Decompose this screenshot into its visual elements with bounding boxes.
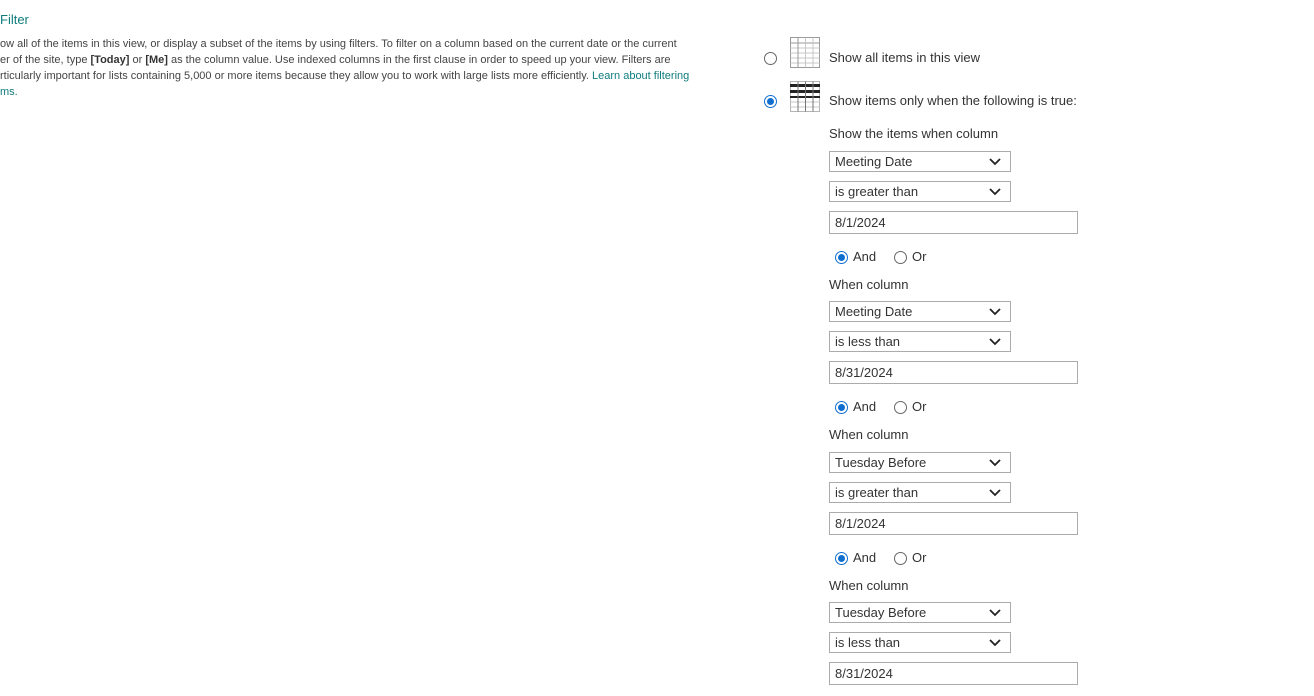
grid-icon (790, 37, 821, 69)
show-filtered-label: Show items only when the following is true: (829, 93, 1077, 108)
learn-filtering-link[interactable]: Learn about filtering (592, 70, 690, 82)
clause-1-and-label: And (853, 249, 877, 264)
show-filtered-radio[interactable] (764, 95, 777, 108)
show-all-label: Show all items in this view (829, 50, 980, 65)
clause-2-operator-select[interactable]: is less than (829, 331, 1011, 352)
clause-4-operator-select[interactable]: is less than (829, 632, 1011, 653)
chevron-down-icon (988, 458, 1002, 468)
clause-3-value-input[interactable]: 8/1/2024 (829, 512, 1078, 535)
clause-1-column-label: Show the items when column (829, 126, 999, 141)
clause-3-operator-select[interactable]: is greater than (829, 482, 1011, 503)
me-token: [Me] (145, 54, 168, 66)
chevron-down-icon (988, 608, 1002, 618)
clause-1-and-radio[interactable] (835, 251, 848, 264)
grid-filter-icon (790, 81, 821, 113)
show-all-radio[interactable] (764, 52, 777, 65)
chevron-down-icon (988, 488, 1002, 498)
clause-3-and-radio[interactable] (835, 552, 848, 565)
clause-4-column-select[interactable]: Tuesday Before (829, 602, 1011, 623)
description-line-1: ow all of the items in this view, or display a subset of the items by using filters. To filter on a column based on the current date or the current (0, 38, 677, 50)
description-line-3: rticularly important for lists containing 5,000 or more items because they allow you to work with large lists more efficiently. Learn about filtering (0, 70, 690, 82)
clause-2-or-radio[interactable] (894, 401, 907, 414)
clause-1-or-radio[interactable] (894, 251, 907, 264)
chevron-down-icon (988, 157, 1002, 167)
clause-2-and-radio[interactable] (835, 401, 848, 414)
clause-4-column-label: When column (829, 578, 909, 593)
chevron-down-icon (988, 187, 1002, 197)
description-line-4 (0, 84, 745, 100)
clause-2-column-label: When column (829, 277, 909, 292)
today-token: [Today] (90, 54, 130, 66)
clause-2-and-label: And (853, 399, 877, 414)
description-line-2: er of the site, type [Today] or [Me] as the column value. Use indexed columns in the first clause in order to speed up your view. Filters are (0, 54, 671, 66)
clause-2-value-input[interactable]: 8/31/2024 (829, 361, 1078, 384)
clause-1-operator-select[interactable]: is greater than (829, 181, 1011, 202)
section-title: Filter (0, 12, 29, 27)
chevron-down-icon (988, 307, 1002, 317)
clause-1-value-input[interactable]: 8/1/2024 (829, 211, 1078, 234)
chevron-down-icon (988, 638, 1002, 648)
clause-2-or-label: Or (912, 399, 927, 414)
clause-3-or-radio[interactable] (894, 552, 907, 565)
clause-4-value-input[interactable]: 8/31/2024 (829, 662, 1078, 685)
learn-filtering-link-end[interactable]: ms. (0, 86, 18, 98)
clause-1-column-select[interactable]: Meeting Date (829, 151, 1011, 172)
clause-2-column-select[interactable]: Meeting Date (829, 301, 1011, 322)
chevron-down-icon (988, 337, 1002, 347)
clause-3-and-label: And (853, 550, 877, 565)
clause-3-or-label: Or (912, 550, 927, 565)
section-description (0, 36, 745, 100)
clause-3-column-label: When column (829, 427, 909, 442)
clause-1-or-label: Or (912, 249, 927, 264)
clause-3-column-select[interactable]: Tuesday Before (829, 452, 1011, 473)
